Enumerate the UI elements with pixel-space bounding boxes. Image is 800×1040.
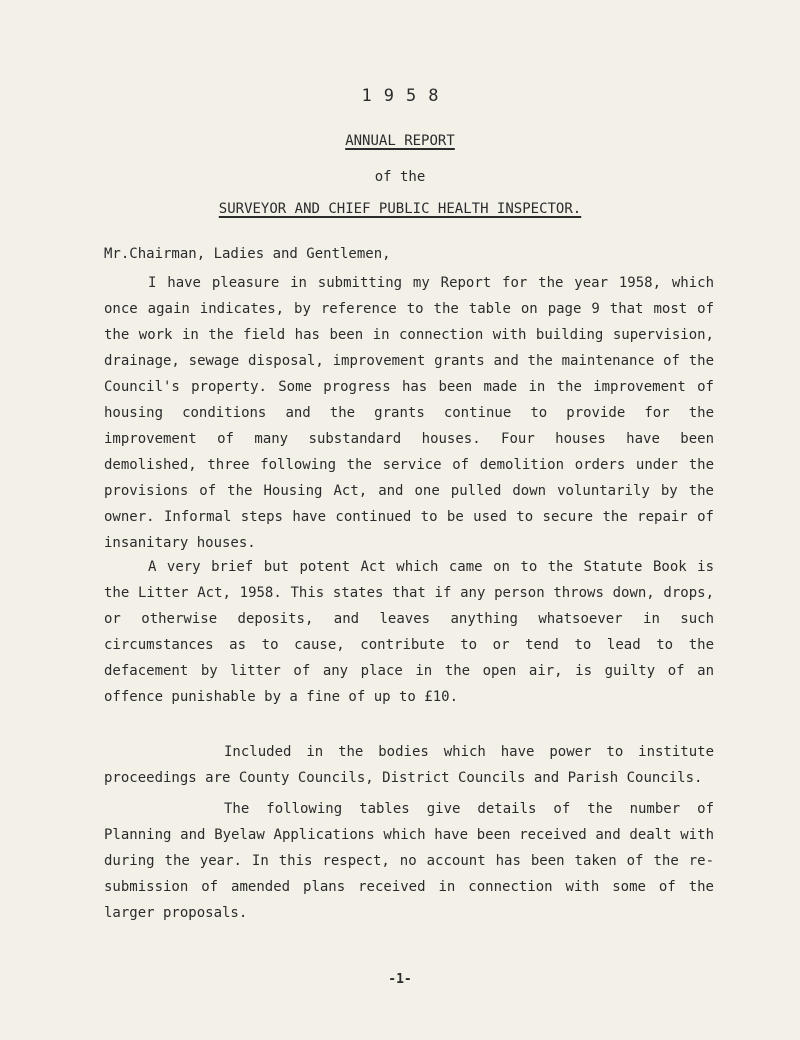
report-title-text: ANNUAL REPORT xyxy=(345,133,455,149)
report-subtitle xyxy=(0,201,800,217)
report-subtitle-text: SURVEYOR AND CHIEF PUBLIC HEALTH INSPECTOR. xyxy=(218,201,582,217)
report-of-the: of the xyxy=(374,169,426,185)
paragraph-introduction: I have pleasure in submitting my Report for the year 1958, which once again indicates, by reference to the table on page 9 that most of the work in the field has been in connection with building supervision, drainage, sewage disposal, improvement grants and the maintenance of the Council's property. Some progress has been made in the improvement of housing conditions and the grants continue to provide for the improvement of many substandard houses. Four houses have been demolished, three following the service of demolition orders under the provisions of the Housing Act, and one pulled down voluntarily by the owner. Informal steps have continued to be used to secure the repair of insanitary houses. xyxy=(104,275,714,551)
report-title xyxy=(0,133,800,149)
page-number: -1- xyxy=(388,972,412,987)
paragraph-proceedings: Included in the bodies which have power to institute proceedings are County Councils, District Councils and Parish Councils. xyxy=(104,744,714,786)
report-year: 1958 xyxy=(361,86,451,106)
salutation: Mr.Chairman, Ladies and Gentlemen, xyxy=(104,246,391,262)
paragraph-litter-act: A very brief but potent Act which came on to the Statute Book is the Litter Act, 1958. This states that if any person throws down, drops, or otherwise deposits, and leaves anything whatsoever in such circumstances as to cause, contribute to or tend to lead to the defacement by litter of any place in the open air, is guilty of an offence punishable by a fine of up to £10. xyxy=(104,559,714,705)
paragraph-applications: The following tables give details of the number of Planning and Byelaw Applications which have been received and dealt with during the year. In this respect, no account has been taken of the re-submission of amended plans received in connection with some of the larger proposals. xyxy=(104,801,714,921)
